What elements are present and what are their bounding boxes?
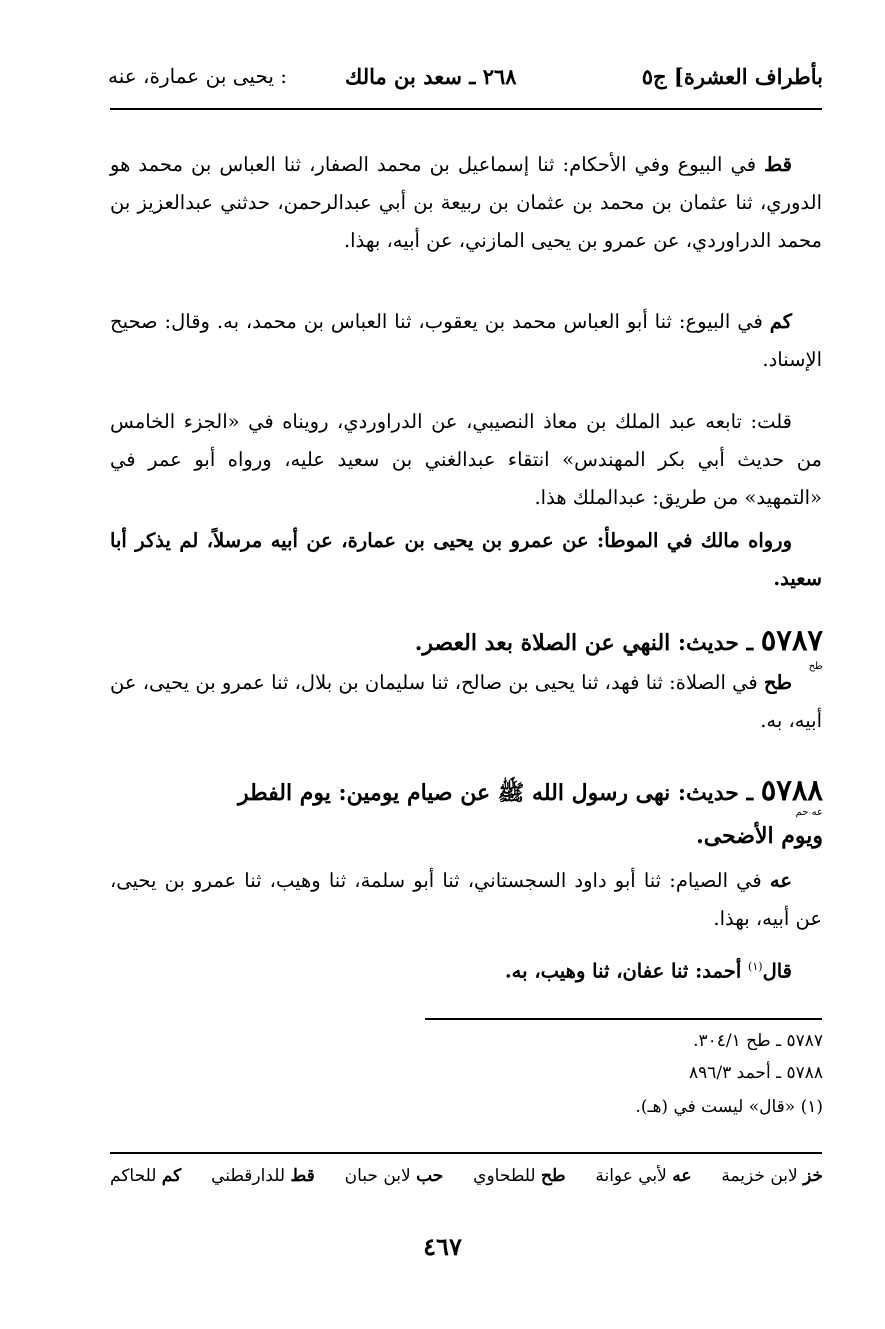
siglum-qt: قط bbox=[764, 153, 792, 176]
paragraph-text: في البيوع وفي الأحكام: ثنا إسماعيل بن محمد الصفار، ثنا العباس بن محمد هو الدوري، ثنا عثمان بن محمد بن عثمان بن ربيعة بن أبي عبدالرحمن، حدثني عبدالعزيز بن محمد الدراوردي، عن عمرو بن يحيى المازني، عن أبيه، بهذا. bbox=[110, 153, 822, 252]
hadith-5787-isnad bbox=[110, 664, 822, 740]
legend-item: خز لابن خزيمة bbox=[721, 1166, 823, 1186]
hadith-number: ٥٧٨٧ bbox=[760, 623, 823, 657]
running-head-ref: ٢٦٨ ـ سعد بن مالك bbox=[345, 64, 517, 89]
paragraph-text: في البيوع: ثنا أبو العباس محمد بن يعقوب، ثنا العباس بن محمد، به. وقال: صحيح الإسناد. bbox=[110, 310, 822, 371]
running-head-book-title: بأطراف العشرة] ج٥ bbox=[641, 64, 823, 89]
abbreviation-legend bbox=[110, 1166, 823, 1186]
hadith-5788-isnad bbox=[110, 862, 822, 938]
legend-item: طح للطحاوي bbox=[473, 1166, 566, 1186]
hadith-5788-heading bbox=[110, 771, 823, 812]
paragraph-text: في الصلاة: ثنا فهد، ثنا يحيى بن صالح، ثنا سليمان بن بلال، ثنا عمرو بن يحيى، عن أبيه، به. bbox=[110, 671, 822, 732]
siglum-km: كم bbox=[769, 310, 792, 333]
legend-rule bbox=[110, 1152, 822, 1154]
siglum-ah: عه bbox=[769, 869, 792, 892]
page-number: ٤٦٧ bbox=[423, 1232, 462, 1261]
legend-item: كم للحاكم bbox=[110, 1166, 182, 1186]
paragraph-text: قلت: تابعه عبد الملك بن معاذ النصيبي، عن الدراوردي، رويناه في «الجزء الخامس من حديث أبي بكر المهندس» انتقاء عبدالغني بن سعيد عليه، ورواه أبو عمر في «التمهيد» من طريق: عبدالملك هذا. bbox=[110, 410, 822, 509]
hadith-5788-ahmad bbox=[110, 948, 822, 991]
hadith-number: ٥٧٨٨ bbox=[760, 773, 823, 807]
hadith-5788-siglum: عه حم bbox=[795, 807, 823, 818]
qala-word: قال bbox=[762, 959, 792, 983]
header-rule bbox=[110, 108, 822, 110]
siglum-th: طح bbox=[763, 671, 792, 694]
paragraph-km bbox=[110, 303, 822, 379]
paragraph-text: في الصيام: ثنا أبو داود السجستاني، ثنا أبو سلمة، ثنا وهيب، ثنا عمرو بن يحيى، عن أبيه، بهذا. bbox=[110, 869, 822, 930]
running-head-page-ref bbox=[345, 64, 517, 89]
footnote-marker: (١) bbox=[748, 960, 763, 973]
ahmad-isnad: ثنا عفان، ثنا وهيب، به. bbox=[504, 959, 696, 983]
hadith-5788-title-cont: ويوم الأضحى. bbox=[696, 823, 823, 849]
running-head-subject: : يحيى بن عمارة، عنه bbox=[108, 64, 288, 88]
hadith-title: ـ حديث: نهى رسول الله ﷺ عن صيام يومين: يوم الفطر bbox=[237, 780, 761, 806]
footnote-1: (١) «قال» ليست في (هـ). bbox=[635, 1097, 823, 1117]
paragraph-malik bbox=[110, 522, 822, 598]
paragraph-qt bbox=[110, 146, 822, 260]
hadith-5787-heading bbox=[110, 621, 823, 662]
legend-item: عه لأبي عوانة bbox=[595, 1166, 692, 1186]
paragraph-text: ورواه مالك في الموطأ: عن عمرو بن يحيى بن عمارة، عن أبيه مرسلاً، لم يذكر أبا سعيد. bbox=[110, 529, 822, 590]
paragraph-qult bbox=[110, 403, 822, 517]
legend-item: قط للدارقطني bbox=[211, 1166, 315, 1186]
hadith-title: ـ حديث: النهي عن الصلاة بعد العصر. bbox=[414, 630, 761, 656]
footnote-rule bbox=[425, 1018, 822, 1020]
ahmad-name: أحمد: bbox=[695, 959, 749, 983]
legend-item: حب لابن حبان bbox=[344, 1166, 444, 1186]
footnote-5788: ٥٧٨٨ ـ أحمد ٨٩٦/٣ bbox=[689, 1063, 823, 1083]
footnote-5787: ٥٧٨٧ ـ طح ٣٠٤/١. bbox=[693, 1031, 823, 1051]
hadith-5787-siglum: طح bbox=[808, 661, 823, 672]
